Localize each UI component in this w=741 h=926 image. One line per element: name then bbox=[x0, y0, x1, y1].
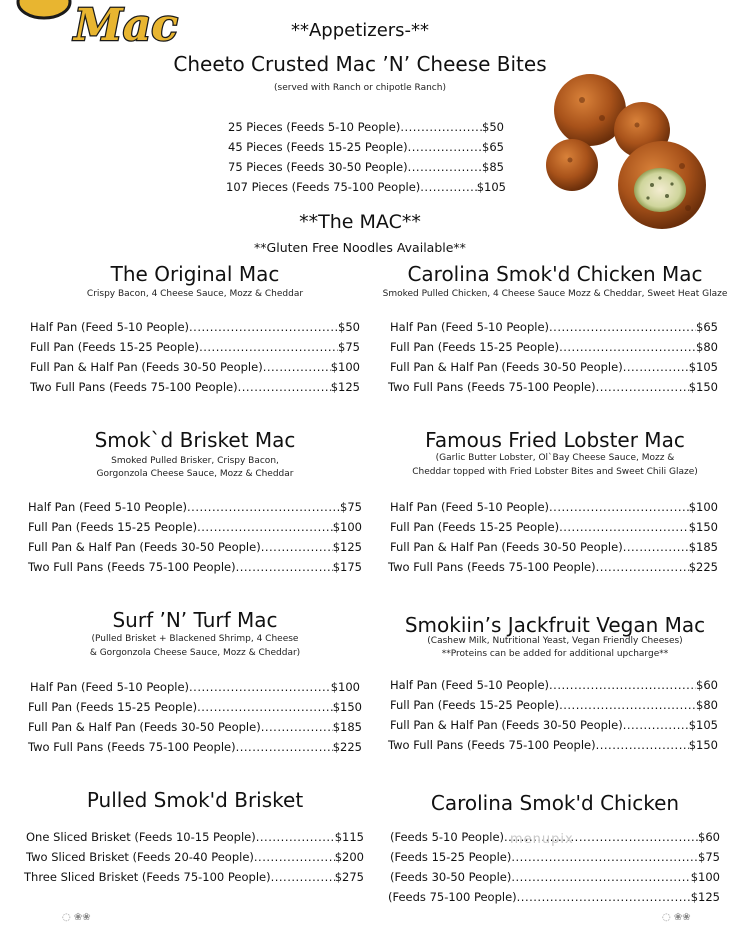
price-row: Full Pan (Feeds 15-25 People) ..... $80 bbox=[390, 695, 718, 715]
mac-cheese-bites-photo bbox=[542, 70, 717, 245]
price-row: Full Pan (Feeds 15-25 People) ..... $100 bbox=[28, 517, 362, 537]
price-row: Two Full Pans (Feeds 75-100 People) ..... $225 bbox=[28, 737, 362, 757]
price-row: Half Pan (Feed 5-10 People) ..... $75 bbox=[28, 497, 362, 517]
price-row: Two Full Pans (Feeds 75-100 People) ..... $150 bbox=[388, 377, 718, 397]
price-row: Half Pan (Feed 5-10 People) ..... $65 bbox=[390, 317, 718, 337]
mac-section-header: **The MAC** bbox=[299, 211, 421, 233]
price-row: Two Full Pans (Feeds 75-100 People) ..... $125 bbox=[30, 377, 360, 397]
brisket-mac-desc-line1: Smoked Pulled Brisker, Crispy Bacon, bbox=[111, 456, 279, 466]
price-row: Two Sliced Brisket (Feeds 20-40 People) ..... $200 bbox=[26, 847, 364, 867]
surf-turf-mac-desc-line2: & Gorgonzola Cheese Sauce, Mozz & Cheddar) bbox=[89, 648, 301, 658]
price-row: 75 Pieces (Feeds 30-50 People) ..... $85 bbox=[228, 157, 504, 177]
price-row: Full Pan & Half Pan (Feeds 30-50 People) ..... $125 bbox=[28, 537, 362, 557]
price-row: (Feeds 5-10 People) ..... $60 bbox=[390, 827, 720, 847]
brisket-mac-title: Smok`d Brisket Mac bbox=[94, 428, 296, 452]
menupix-watermark: menupix bbox=[510, 832, 574, 847]
price-row: Full Pan (Feeds 15-25 People) ..... $150 bbox=[28, 697, 362, 717]
price-row: Full Pan & Half Pan (Feeds 30-50 People) ..... $185 bbox=[390, 537, 718, 557]
appetizer-item-title: Cheeto Crusted Mac ’N’ Cheese Bites bbox=[173, 52, 547, 76]
pulled-brisket-title: Pulled Smok'd Brisket bbox=[86, 788, 304, 812]
jackfruit-mac-title: Smokiin’s Jackfruit Vegan Mac bbox=[404, 613, 706, 637]
flourish-icon: ◌ ❀❀ bbox=[662, 912, 691, 923]
carolina-chicken-title: Carolina Smok'd Chicken bbox=[430, 791, 680, 815]
jackfruit-mac-desc-line2: **Proteins can be added for additional upcharge** bbox=[441, 649, 669, 659]
price-row: Half Pan (Feed 5-10 People) ..... $60 bbox=[390, 675, 718, 695]
lobster-mac-desc-line2: Cheddar topped with Fried Lobster Bites and Sweet Chili Glaze) bbox=[412, 467, 698, 477]
carolina-chicken-mac-title: Carolina Smok'd Chicken Mac bbox=[407, 262, 703, 286]
surf-turf-mac-title: Surf ’N’ Turf Mac bbox=[112, 608, 278, 632]
price-row: Full Pan (Feeds 15-25 People) ..... $150 bbox=[390, 517, 718, 537]
price-row: One Sliced Brisket (Feeds 10-15 People) ..... $115 bbox=[26, 827, 364, 847]
price-row: Half Pan (Feed 5-10 People) ..... $100 bbox=[390, 497, 718, 517]
surf-turf-mac-desc-line1: (Pulled Brisket + Blackened Shrimp, 4 Cheese bbox=[91, 634, 299, 644]
price-row: (Feeds 75-100 People) ..... $125 bbox=[388, 887, 720, 907]
price-row: Two Full Pans (Feeds 75-100 People) ..... $150 bbox=[388, 735, 718, 755]
lobster-mac-desc-line1: (Garlic Butter Lobster, Ol`Bay Cheese Sauce, Mozz & bbox=[435, 453, 675, 463]
logo-text: Mac bbox=[74, 0, 179, 51]
appetizer-item-note: (served with Ranch or chipotle Ranch) bbox=[274, 83, 446, 93]
price-row: Full Pan (Feeds 15-25 People) ..... $75 bbox=[30, 337, 360, 357]
smokin-mac-logo bbox=[14, 0, 194, 54]
flourish-icon: ◌ ❀❀ bbox=[62, 912, 91, 923]
price-row: Full Pan & Half Pan (Feeds 30-50 People) ..... $105 bbox=[390, 715, 718, 735]
price-row: Full Pan & Half Pan (Feeds 30-50 People) ..... $105 bbox=[390, 357, 718, 377]
price-row: (Feeds 15-25 People) ..... $75 bbox=[390, 847, 720, 867]
price-row: Half Pan (Feed 5-10 People) ..... $50 bbox=[30, 317, 360, 337]
price-row: Two Full Pans (Feeds 75-100 People) ..... $175 bbox=[28, 557, 362, 577]
price-row: (Feeds 30-50 People) ..... $100 bbox=[390, 867, 720, 887]
original-mac-title: The Original Mac bbox=[110, 262, 280, 286]
price-row: 107 Pieces (Feeds 75-100 People) ..... $105 bbox=[226, 177, 506, 197]
jackfruit-mac-desc-line1: (Cashew Milk, Nutritional Yeast, Vegan Friendly Cheeses) bbox=[427, 636, 683, 646]
lobster-mac-title: Famous Fried Lobster Mac bbox=[425, 428, 685, 452]
price-row: Half Pan (Feed 5-10 People) ..... $100 bbox=[30, 677, 360, 697]
gluten-free-note: **Gluten Free Noodles Available** bbox=[254, 240, 466, 255]
price-row: 25 Pieces (Feeds 5-10 People) ..... $50 bbox=[228, 117, 504, 137]
brisket-mac-desc-line2: Gorgonzola Cheese Sauce, Mozz & Cheddar bbox=[96, 469, 294, 479]
price-row: Full Pan & Half Pan (Feeds 30-50 People) ..... $185 bbox=[28, 717, 362, 737]
price-row: Two Full Pans (Feeds 75-100 People) ..... $225 bbox=[388, 557, 718, 577]
price-row: 45 Pieces (Feeds 15-25 People) ..... $65 bbox=[228, 137, 504, 157]
price-row: Full Pan & Half Pan (Feeds 30-50 People) ..... $100 bbox=[30, 357, 360, 377]
appetizers-header: **Appetizers-** bbox=[290, 20, 430, 41]
carolina-chicken-mac-desc: Smoked Pulled Chicken, 4 Cheese Sauce Mozz & Cheddar, Sweet Heat Glaze bbox=[382, 289, 728, 299]
original-mac-desc: Crispy Bacon, 4 Cheese Sauce, Mozz & Cheddar bbox=[86, 289, 304, 299]
price-row: Three Sliced Brisket (Feeds 75-100 People) ..... $275 bbox=[24, 867, 364, 887]
price-row: Full Pan (Feeds 15-25 People) ..... $80 bbox=[390, 337, 718, 357]
